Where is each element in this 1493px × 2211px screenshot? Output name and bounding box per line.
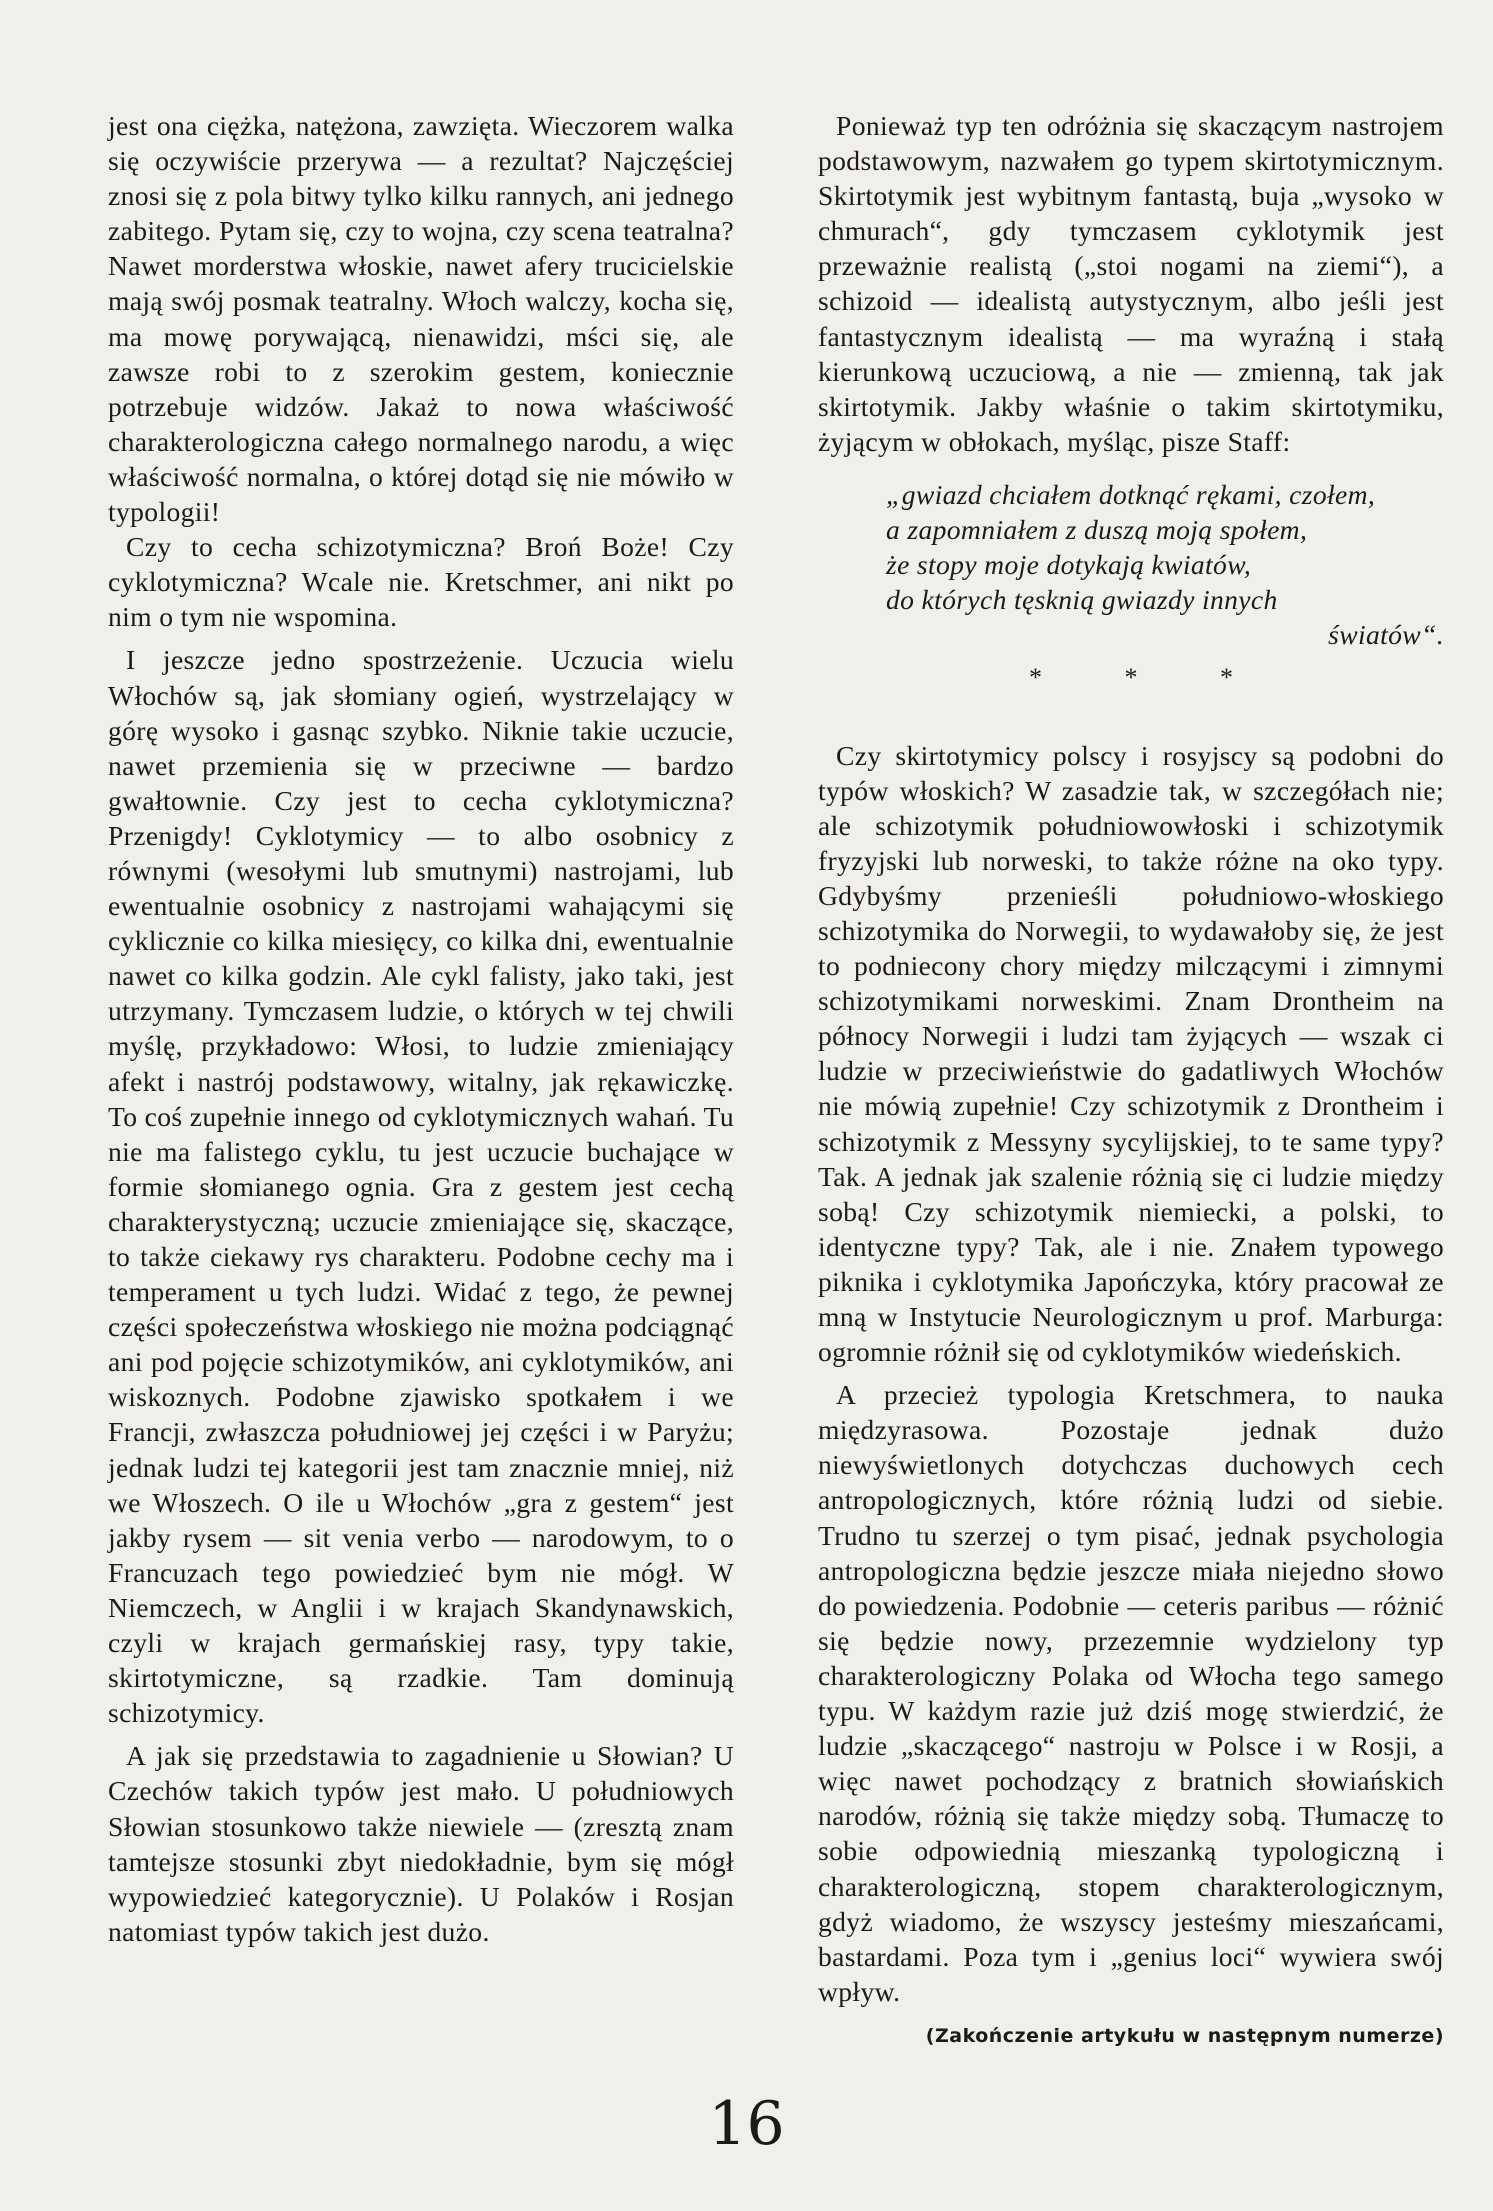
paragraph: A przecież typologia Kretschmera, to nauka międzyrasowa. Pozostaje jednak dużo niewyświetlonych dotychczas duchowych cech antropologicznych, które różnią ludzi od siebie. Trudno tu szerzej o tym pisać, jednak psychologia antropologiczna będzie jeszcze miała niejedno słowo do powiedzenia. Podobnie — ceteris paribus — różnić się będzie nowy, przezemnie wydzielony typ charakterologiczny Polaka od Włocha tego samego typu. W każdym razie już dziś mogę stwierdzić, że ludzie „skaczącego“ nastroju w Polsce i w Rosji, a więc nawet pochodzący z bratnich słowiańskich narodów, różnią się także między sobą. Tłumaczę to sobie odpowiednią mieszanką typologiczną i charakterologiczną, stopem charakterologicznym, gdyż wiadomo, że wszyscy jesteśmy mieszańcami, bastardami. Poza tym i „genius loci“ wywiera swój wpływ. [818, 1379, 1444, 2007]
left-column [108, 108, 734, 1949]
poem-quote [886, 477, 1444, 652]
paragraph: Czy to cecha schizotymiczna? Broń Boże! Czy cyklotymiczna? Wcale nie. Kretschmer, ani nikt po nim o tym nie wspomina. [108, 531, 734, 633]
paragraph: A jak się przedstawia to zagadnienie u Słowian? U Czechów takich typów jest mało. U południowych Słowian stosunkowo także niewiele — (zresztą znam tamtejsze stosunki zbyt niedokładnie, bym się mógł wypowiedzieć kategorycznie). U Polaków i Rosjan natomiast typów takich jest dużo. [108, 1740, 734, 1947]
paragraph: I jeszcze jedno spostrzeżenie. Uczucia wielu Włochów są, jak słomiany ogień, wystrzelający w górę wysoko i gasnąc szybko. Niknie takie uczucie, nawet przemienia się w przeciwne — bardzo gwałtownie. Czy jest to cecha cyklotymiczna? Przenigdy! Cyklotymicy — to albo osobnicy z równymi (wesołymi lub smutnymi) nastrojami, lub ewentualnie osobnicy z nastrojami wahającymi się cyklicznie co kilka miesięcy, co kilka dni, ewentualnie nawet co kilka godzin. Ale cykl falisty, jako taki, jest utrzymany. Tymczasem ludzie, o których w tej chwili myślę, przykładowo: Włosi, to ludzie zmieniający afekt i nastrój podstawowy, witalny, jak rękawiczkę. To coś zupełnie innego od cyklotymicznych wahań. Tu nie ma falistego cyklu, tu jest uczucie buchające w formie słomianego ognia. Gra z gestem jest cechą charakterystyczną; uczucie zmieniające się, skaczące, to także ciekawy rys charakteru. Podobne cechy ma i temperament u tych ludzi. Widać z tego, że pewnej części społeczeństwa włoskiego nie można podciągnąć ani pod pojęcie schizotymików, ani cyklotymików, ani wiskoznych. Podobne zjawisko spotkałem i we Francji, zwłaszcza południowej jej części i w Paryżu; jednak ludzi tej kategorii jest tam znacznie mniej, niż we Włoszech. O ile u Włochów „gra z gestem“ jest jakby rysem — sit venia verbo — narodowym, to o Francuzach tego powiedzieć bym nie mógł. W Niemczech, w Anglii i w krajach Skandynawskich, czyli w krajach germańskiej rasy, typy takie, skirtotymiczne, są rzadkie. Tam dominują schizotymicy. [108, 644, 734, 1729]
continuation-note: (Zakończenie artykułu w następnym numerze) [925, 2024, 1444, 2047]
right-column [818, 108, 1444, 2054]
paragraph: Ponieważ typ ten odróżnia się skaczącym nastrojem podstawowym, nazwałem go typem skirtotymicznym. Skirtotymik jest wybitnym fantastą, buja „wysoko w chmurach“, gdy tymczasem cyklotymik jest przeważnie realistą („stoi nogami na ziemi“), a schizoid — idealistą autystycznym, albo jeśli jest fantastycznym idealistą — ma wyraźną i stałą kierunkową uczuciową, a nie — zmienną, tak jak skirtotymik. Jakby właśnie o takim skirtotymiku, żyjącym w obłokach, myśląc, pisze Staff: [818, 110, 1444, 457]
section-separator: * * * [1029, 663, 1271, 693]
poem-line: „gwiazd chciałem dotknąć rękami, czołem, [886, 478, 1376, 510]
poem-line: światów“. [1328, 619, 1444, 651]
paragraph: jest ona ciężka, natężona, zawzięta. Wieczorem walka się oczywiście przerywa — a rezultat? Najczęściej znosi się z pola bitwy tylko kilku rannych, ani jednego zabitego. Pytam się, czy to wojna, czy scena teatralna? Nawet morderstwa włoskie, nawet afery trucicielskie mają swój posmak teatralny. Włoch walczy, kocha się, ma mowę porywającą, nienawidzi, mści się, ale zawsze robi to z szerokim gestem, koniecznie potrzebuje widzów. Jakaż to nowa właściwość charakterologiczna całego normalnego narodu, a więc właściwość normalna, o której dotąd się nie mówiło w typologii! [108, 110, 734, 528]
poem-line: że stopy moje dotykają kwiatów, [886, 549, 1252, 581]
page-number: 16 [708, 2089, 785, 2159]
poem-line: a zapomniałem z duszą moją społem, [886, 514, 1308, 546]
poem-line: do których tęsknią gwiazdy innych [886, 584, 1278, 616]
paragraph: Czy skirtotymicy polscy i rosyjscy są podobni do typów włoskich? W zasadzie tak, w szczegółach nie; ale schizotymik południowowłoski i schizotymik fryzyjski lub norweski, to także różne na oko typy. Gdybyśmy przenieśli południowo-włoskiego schizotymika do Norwegii, to wydawałoby się, że jest to podniecony chory między milczącymi i zimnymi schizotymikami norweskimi. Znam Drontheim na północy Norwegii i ludzi tam żyjących — wszak ci ludzie w przeciwieństwie do gadatliwych Włochów nie mówią zupełnie! Czy schizotymik z Drontheim i schizotymik z Messyny sycylijskiej, to te same typy? Tak. A jednak jak szalenie różnią się ci ludzie między sobą! Czy schizotymik niemiecki, a polski, to identyczne typy? Tak, ale i nie. Znałem typowego piknika i cyklotymika Japończyka, który pracował ze mną w Instytucie Neurologicznym u prof. Marburga: ogromnie różnił się od cyklotymików wiedeńskich. [818, 739, 1444, 1368]
